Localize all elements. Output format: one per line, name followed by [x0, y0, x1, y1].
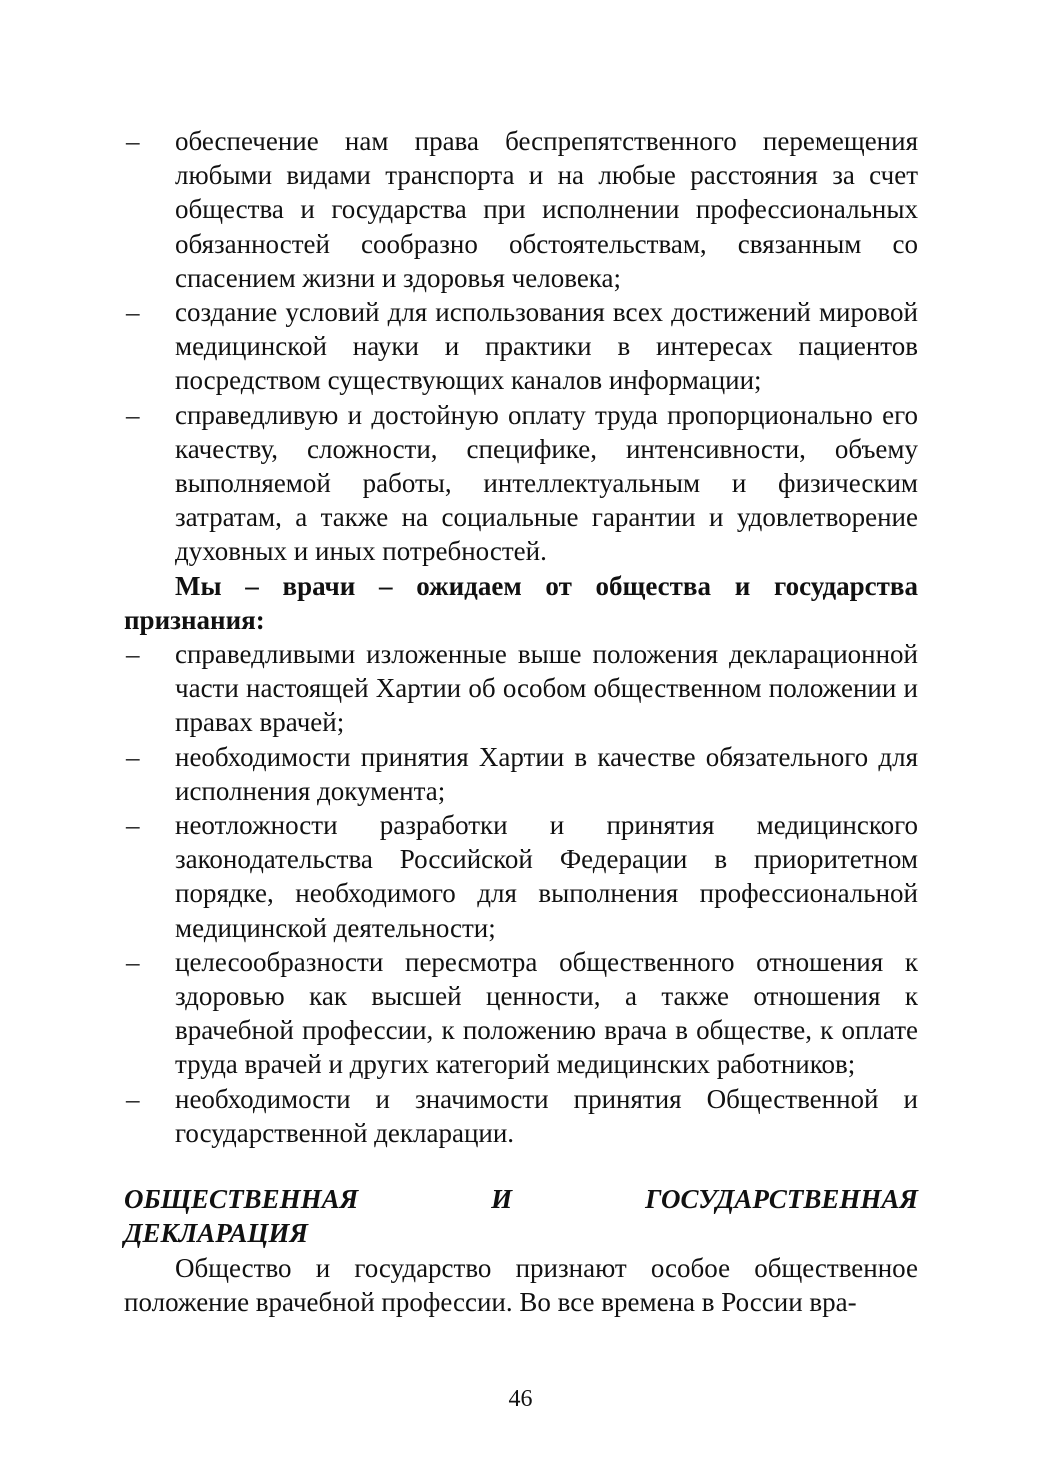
document-page	[124, 124, 918, 1319]
expectations-list	[124, 637, 918, 1150]
expectations-lead: Мы – врачи – ожидаем от общества и государства признания:	[124, 570, 918, 635]
dash-marker: –	[126, 946, 140, 977]
list-item	[124, 295, 918, 398]
declaration-paragraph: Общество и государство признают особое общественное положение врачебной профессии. Во все времена в России вра-	[124, 1252, 918, 1317]
list-item	[124, 637, 918, 740]
page-number: 46	[508, 1386, 533, 1412]
list-item-text: создание условий для использования всех достижений мировой медицинской науки и практики в интересах пациентов посредством существующих каналов информации;	[175, 297, 918, 396]
list-item-text: неотложности разработки и принятия медицинского законодательства Российской Федерации в приоритетном порядке, необходимого для выполнения профессиональной медицинской деятельности;	[175, 810, 918, 943]
list-item	[124, 398, 918, 569]
list-item	[124, 808, 918, 945]
dash-marker: –	[126, 399, 140, 430]
dash-marker: –	[126, 1083, 140, 1114]
dash-marker: –	[126, 639, 140, 670]
list-item-text: справедливыми изложенные выше положения декларационной части настоящей Хартии об особом общественном положении и правах врачей;	[175, 639, 918, 738]
list-item	[124, 1082, 918, 1150]
list-item	[124, 124, 918, 295]
list-item-text: необходимости и значимости принятия Общественной и государственной декларации.	[175, 1083, 918, 1148]
dash-marker: –	[126, 126, 140, 156]
dash-marker: –	[126, 297, 140, 328]
list-item	[124, 740, 918, 808]
list-item-text: обеспечение нам права беспрепятственного перемещения любыми видами транспорта и на любые расстояния за счет общества и государства при исполнении профессиональных обязанностей сообразно обстоятельствам, связанным со спасением жизни и здоровья человека;	[175, 126, 918, 293]
dash-marker: –	[126, 741, 140, 772]
rights-list	[124, 124, 918, 569]
section-heading: ОБЩЕСТВЕННАЯ И ГОСУДАРСТВЕННАЯ ДЕКЛАРАЦИЯ	[124, 1184, 918, 1249]
dash-marker: –	[126, 810, 140, 841]
list-item-text: справедливую и достойную оплату труда пропорционально его качеству, сложности, специфике, интенсивности, объему выполняемой работы, интеллектуальным и физическим затратам, а также на социальные гарантии и удовлетворение духовных и иных потребностей.	[175, 399, 918, 567]
list-item-text: необходимости принятия Хартии в качестве обязательного для исполнения документа;	[175, 741, 918, 806]
list-item	[124, 945, 918, 1082]
list-item-text: целесообразности пересмотра общественного отношения к здоровью как высшей ценности, а также отношения к врачебной профессии, к положению врача в обществе, к оплате труда врачей и других категорий медицинских работников;	[175, 946, 918, 1080]
